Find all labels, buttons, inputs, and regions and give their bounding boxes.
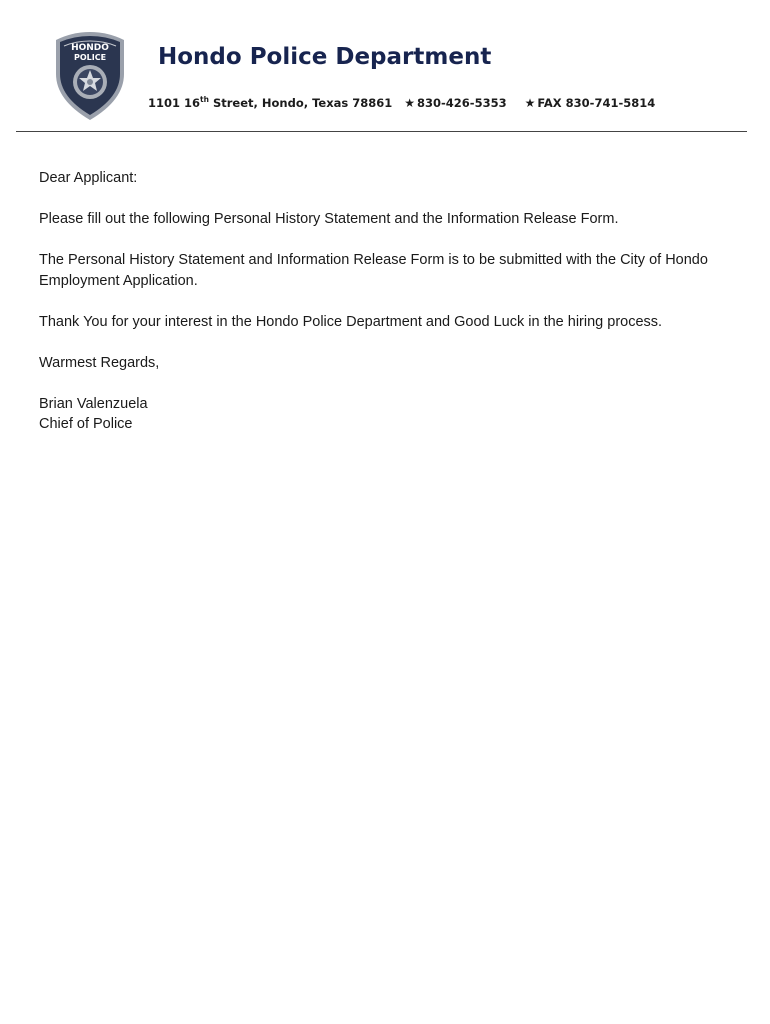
svg-text:POLICE: POLICE bbox=[73, 53, 107, 62]
star-icon: ★ bbox=[524, 96, 536, 110]
department-name: Hondo Police Department bbox=[158, 44, 492, 70]
salutation: Dear Applicant: bbox=[39, 170, 138, 186]
paragraph-thanks: Thank You for your interest in the Hondo Police Department and Good Luck in the hiring process. bbox=[39, 313, 663, 330]
header-divider bbox=[16, 131, 747, 132]
address-number: 1101 16 bbox=[148, 96, 201, 110]
signer-name: Brian Valenzuela bbox=[39, 395, 148, 412]
letter-body bbox=[39, 168, 739, 435]
police-badge-icon bbox=[52, 30, 128, 122]
paragraph-submission: The Personal History Statement and Information Release Form is to be submitted with the City of Hondo Employment Application. bbox=[39, 252, 708, 289]
fax-number: FAX 830-741-5814 bbox=[537, 96, 656, 110]
address-street: Street, Hondo, Texas 78861 bbox=[208, 96, 393, 110]
svg-text:HONDO: HONDO bbox=[71, 43, 109, 53]
contact-line bbox=[148, 96, 655, 110]
signer-title: Chief of Police bbox=[39, 416, 133, 432]
star-icon: ★ bbox=[404, 96, 416, 110]
closing: Warmest Regards, bbox=[39, 354, 160, 371]
address-ordinal: th bbox=[200, 95, 209, 104]
police-badge-logo bbox=[52, 30, 128, 122]
paragraph-instructions: Please fill out the following Personal History Statement and the Information Release Form. bbox=[39, 211, 619, 227]
phone-number: 830-426-5353 bbox=[417, 96, 507, 110]
